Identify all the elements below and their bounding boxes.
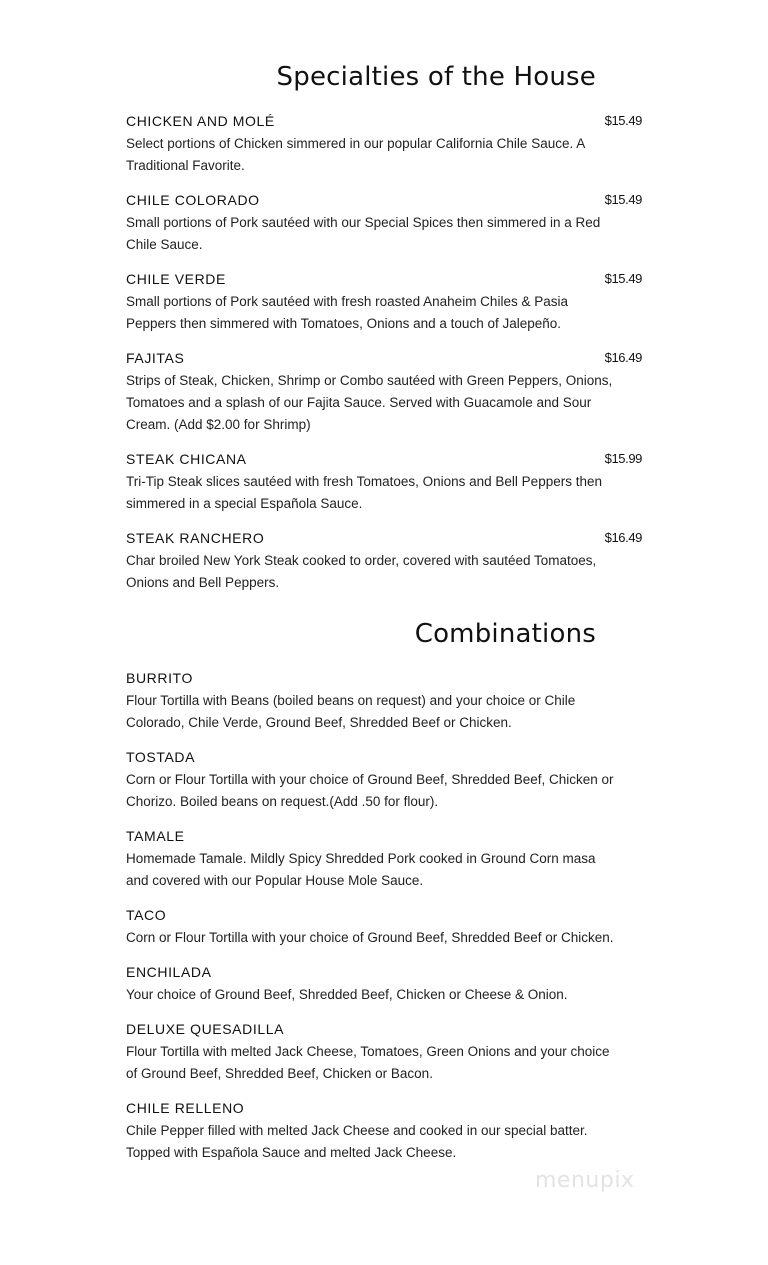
- item-name: CHICKEN AND MOLÉ: [126, 113, 275, 129]
- item-name: BURRITO: [126, 670, 193, 686]
- item-name: DELUXE QUESADILLA: [126, 1021, 285, 1037]
- item-description: Char broiled New York Steak cooked to order, covered with sautéed Tomatoes, Onions and Bell Peppers.: [126, 553, 597, 590]
- menu-item: [126, 1021, 642, 1100]
- item-price: $15.49: [604, 271, 642, 286]
- item-description: Homemade Tamale. Mildly Spicy Shredded Pork cooked in Ground Corn masa and covered with our Popular House Mole Sauce.: [126, 851, 596, 888]
- item-name: CHILE RELLENO: [126, 1100, 245, 1116]
- specialties-title: Specialties of the House: [276, 62, 596, 92]
- item-description: Your choice of Ground Beef, Shredded Beef, Chicken or Cheese & Onion.: [126, 987, 568, 1002]
- item-name: STEAK CHICANA: [126, 451, 247, 467]
- item-description: Corn or Flour Tortilla with your choice of Ground Beef, Shredded Beef, Chicken or Chorizo. Boiled beans on request.(Add .50 for flour).: [126, 772, 614, 809]
- item-description: Chile Pepper filled with melted Jack Cheese and cooked in our special batter. Topped with Española Sauce and melted Jack Cheese.: [126, 1123, 588, 1160]
- item-description: Small portions of Pork sautéed with our Special Spices then simmered in a Red Chile Sauce.: [126, 215, 601, 252]
- item-description: Flour Tortilla with melted Jack Cheese, Tomatoes, Green Onions and your choice of Ground Beef, Shredded Beef, Chicken or Bacon.: [126, 1044, 610, 1081]
- item-price: $16.49: [604, 530, 642, 545]
- menu-item: [126, 828, 642, 907]
- item-price: $15.49: [604, 192, 642, 207]
- item-name: TAMALE: [126, 828, 185, 844]
- menu-item: [126, 749, 642, 828]
- watermark: menupix: [535, 1168, 635, 1193]
- item-description: Tri-Tip Steak slices sautéed with fresh Tomatoes, Onions and Bell Peppers then simmered in a special Española Sauce.: [126, 474, 602, 511]
- menu-item: [126, 451, 642, 530]
- item-price: $15.49: [604, 113, 642, 128]
- item-name: CHILE VERDE: [126, 271, 226, 287]
- item-description: Flour Tortilla with Beans (boiled beans on request) and your choice or Chile Colorado, Chile Verde, Ground Beef, Shredded Beef or Chicken.: [126, 693, 576, 730]
- menu-item: [126, 271, 642, 350]
- item-name: TACO: [126, 907, 167, 923]
- item-name: ENCHILADA: [126, 964, 212, 980]
- menu-item: [126, 907, 642, 964]
- item-name: TOSTADA: [126, 749, 196, 765]
- combinations-title: Combinations: [414, 619, 596, 649]
- combinations-list: [126, 670, 642, 1179]
- menu-item: [126, 192, 642, 271]
- item-price: $16.49: [604, 350, 642, 365]
- menu-item: [126, 530, 642, 609]
- specialties-list: [126, 113, 642, 609]
- item-description: Select portions of Chicken simmered in our popular California Chile Sauce. A Traditional Favorite.: [126, 136, 585, 173]
- menu-item: [126, 670, 642, 749]
- item-description: Small portions of Pork sautéed with fresh roasted Anaheim Chiles & Pasia Peppers then simmered with Tomatoes, Onions and a touch of Jalepeño.: [126, 294, 568, 331]
- item-name: FAJITAS: [126, 350, 185, 366]
- menu-item: [126, 350, 642, 451]
- item-description: Strips of Steak, Chicken, Shrimp or Combo sautéed with Green Peppers, Onions, Tomatoes and a splash of our Fajita Sauce. Served with Guacamole and Sour Cream. (Add $2.00 for Shrimp): [126, 373, 613, 432]
- item-name: STEAK RANCHERO: [126, 530, 265, 546]
- item-price: $15.99: [604, 451, 642, 466]
- item-description: Corn or Flour Tortilla with your choice of Ground Beef, Shredded Beef or Chicken.: [126, 930, 614, 945]
- item-name: CHILE COLORADO: [126, 192, 260, 208]
- menu-item: [126, 964, 642, 1021]
- menu-item: [126, 113, 642, 192]
